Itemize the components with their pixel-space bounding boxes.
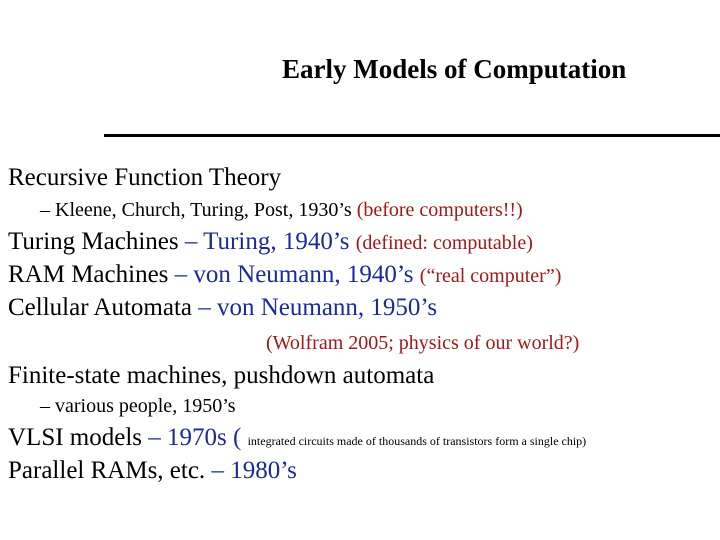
kleene-text: – Kleene, Church, Turing, Post, 1930’s xyxy=(40,199,352,221)
line-finite-state xyxy=(8,362,434,390)
line-parallel-rams xyxy=(8,457,297,485)
turing-who: – Turing, 1940’s xyxy=(184,228,350,255)
fsm-text: Finite-state machines, pushdown automata xyxy=(8,362,435,389)
ram-note: (“real computer”) xyxy=(419,265,562,287)
wolfram-note: (Wolfram 2005; physics of our world?) xyxy=(266,332,580,354)
vlsi-who: – 1970s ( xyxy=(148,424,242,451)
slide-title: Early Models of Computation xyxy=(282,54,627,84)
line-turing-machines xyxy=(8,228,533,256)
line-ram-machines xyxy=(8,261,561,289)
cellular-main: Cellular Automata xyxy=(8,294,192,321)
pram-main: Parallel RAMs, etc. xyxy=(8,457,206,484)
pram-who: – 1980’s xyxy=(211,457,297,484)
kleene-note: (before computers!!) xyxy=(356,199,523,221)
line-vlsi xyxy=(8,424,586,452)
title-underline xyxy=(104,134,720,137)
turing-note: (defined: computable) xyxy=(355,232,533,254)
line-recursive-function-theory xyxy=(8,164,281,192)
vlsi-note: integrated circuits made of thousands of transistors form a single chip) xyxy=(247,434,587,448)
various-text: – various people, 1950’s xyxy=(40,395,236,417)
line-kleene xyxy=(40,199,523,222)
cellular-who: – von Neumann, 1950’s xyxy=(198,294,438,321)
turing-main: Turing Machines xyxy=(8,228,179,255)
ram-who: – von Neumann, 1940’s xyxy=(174,261,414,288)
line-wolfram-note xyxy=(266,332,579,355)
line-various-people xyxy=(40,395,236,418)
recursive-text: Recursive Function Theory xyxy=(8,164,282,191)
line-cellular-automata xyxy=(8,294,437,322)
vlsi-main: VLSI models xyxy=(8,424,143,451)
ram-main: RAM Machines xyxy=(8,261,169,288)
